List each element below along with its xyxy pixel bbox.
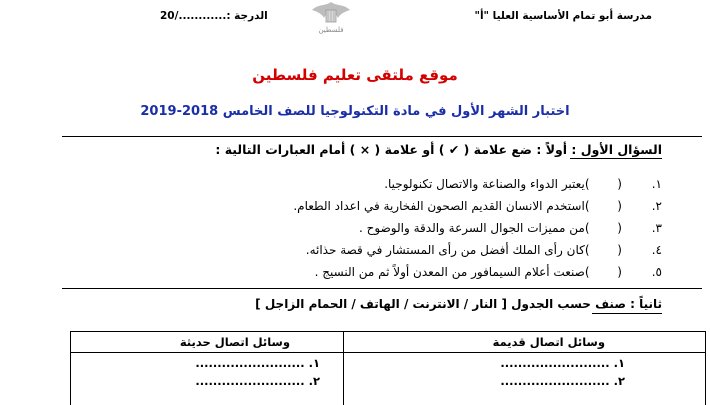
item-number: ٥. bbox=[651, 265, 662, 279]
table-header-old: وسائل اتصال قديمة bbox=[492, 335, 605, 349]
table-column-divider bbox=[343, 332, 344, 405]
item-text: استخدم الانسان القديم الصحون الفخارية في اعداد الطعام. bbox=[293, 199, 585, 213]
answer-blank[interactable]: ( ) bbox=[584, 221, 634, 235]
item-number: ٣. bbox=[651, 221, 662, 235]
question2-title: ثانياً : صنف حسب الجدول [ النار / الانترنت / الهاتف / الحمام الزاجل ] bbox=[255, 297, 662, 311]
separator-line bbox=[62, 288, 702, 289]
classification-table bbox=[70, 331, 706, 405]
answer-blank[interactable]: ( ) bbox=[584, 243, 634, 257]
separator-line bbox=[62, 136, 702, 137]
new-row-2[interactable]: ٢. ......................... bbox=[195, 374, 320, 388]
palestine-emblem-icon bbox=[304, 0, 358, 36]
question2-underline bbox=[592, 313, 662, 314]
item-text: كان رأى الملك أفضل من رأى المستشار في قصة حذائه. bbox=[305, 243, 585, 257]
item-number: ١. bbox=[651, 177, 662, 191]
new-row-1[interactable]: ١. ......................... bbox=[195, 356, 320, 370]
table-header-new: وسائل اتصال حديثة bbox=[179, 335, 290, 349]
question1-title: السؤال الأول : أولاً : ضع علامة ( ✔ ) أو علامة ( × ) أمام العبارات التالية : bbox=[215, 142, 662, 157]
exam-title: اختبار الشهر الأول في مادة التكنولوجيا للصف الخامس 2018-2019 bbox=[140, 104, 570, 119]
answer-blank[interactable]: ( ) bbox=[584, 265, 634, 279]
question1-item bbox=[359, 221, 662, 235]
question1-underline bbox=[570, 158, 662, 159]
question1-item bbox=[315, 265, 662, 279]
site-title: موقع ملتقى تعليم فلسطين bbox=[252, 66, 458, 84]
answer-blank[interactable]: ( ) bbox=[584, 199, 634, 213]
question1-item bbox=[293, 199, 662, 213]
answer-blank[interactable]: ( ) bbox=[584, 177, 634, 191]
item-text: صنعت أعلام السيمافور من المعدن أولاً ثم من النسيج . bbox=[314, 265, 585, 279]
item-number: ٢. bbox=[651, 199, 662, 213]
grade-field: الدرجة :............/20 bbox=[160, 10, 268, 22]
old-row-2[interactable]: ٢. ......................... bbox=[500, 374, 625, 388]
question1-item bbox=[306, 243, 662, 257]
table-header-border bbox=[71, 352, 705, 353]
item-text: يعتبر الدواء والصناعة والاتصال تكنولوجيا. bbox=[384, 177, 585, 191]
item-number: ٤. bbox=[651, 243, 662, 257]
question1-item bbox=[384, 177, 662, 191]
school-name: مدرسة أبو تمام الأساسية العليا "أ" bbox=[474, 10, 652, 22]
item-text: من مميزات الجوال السرعة والدقة والوضوح . bbox=[359, 221, 585, 235]
old-row-1[interactable]: ١. ......................... bbox=[500, 356, 625, 370]
emblem-caption: فلسطين bbox=[318, 26, 344, 34]
